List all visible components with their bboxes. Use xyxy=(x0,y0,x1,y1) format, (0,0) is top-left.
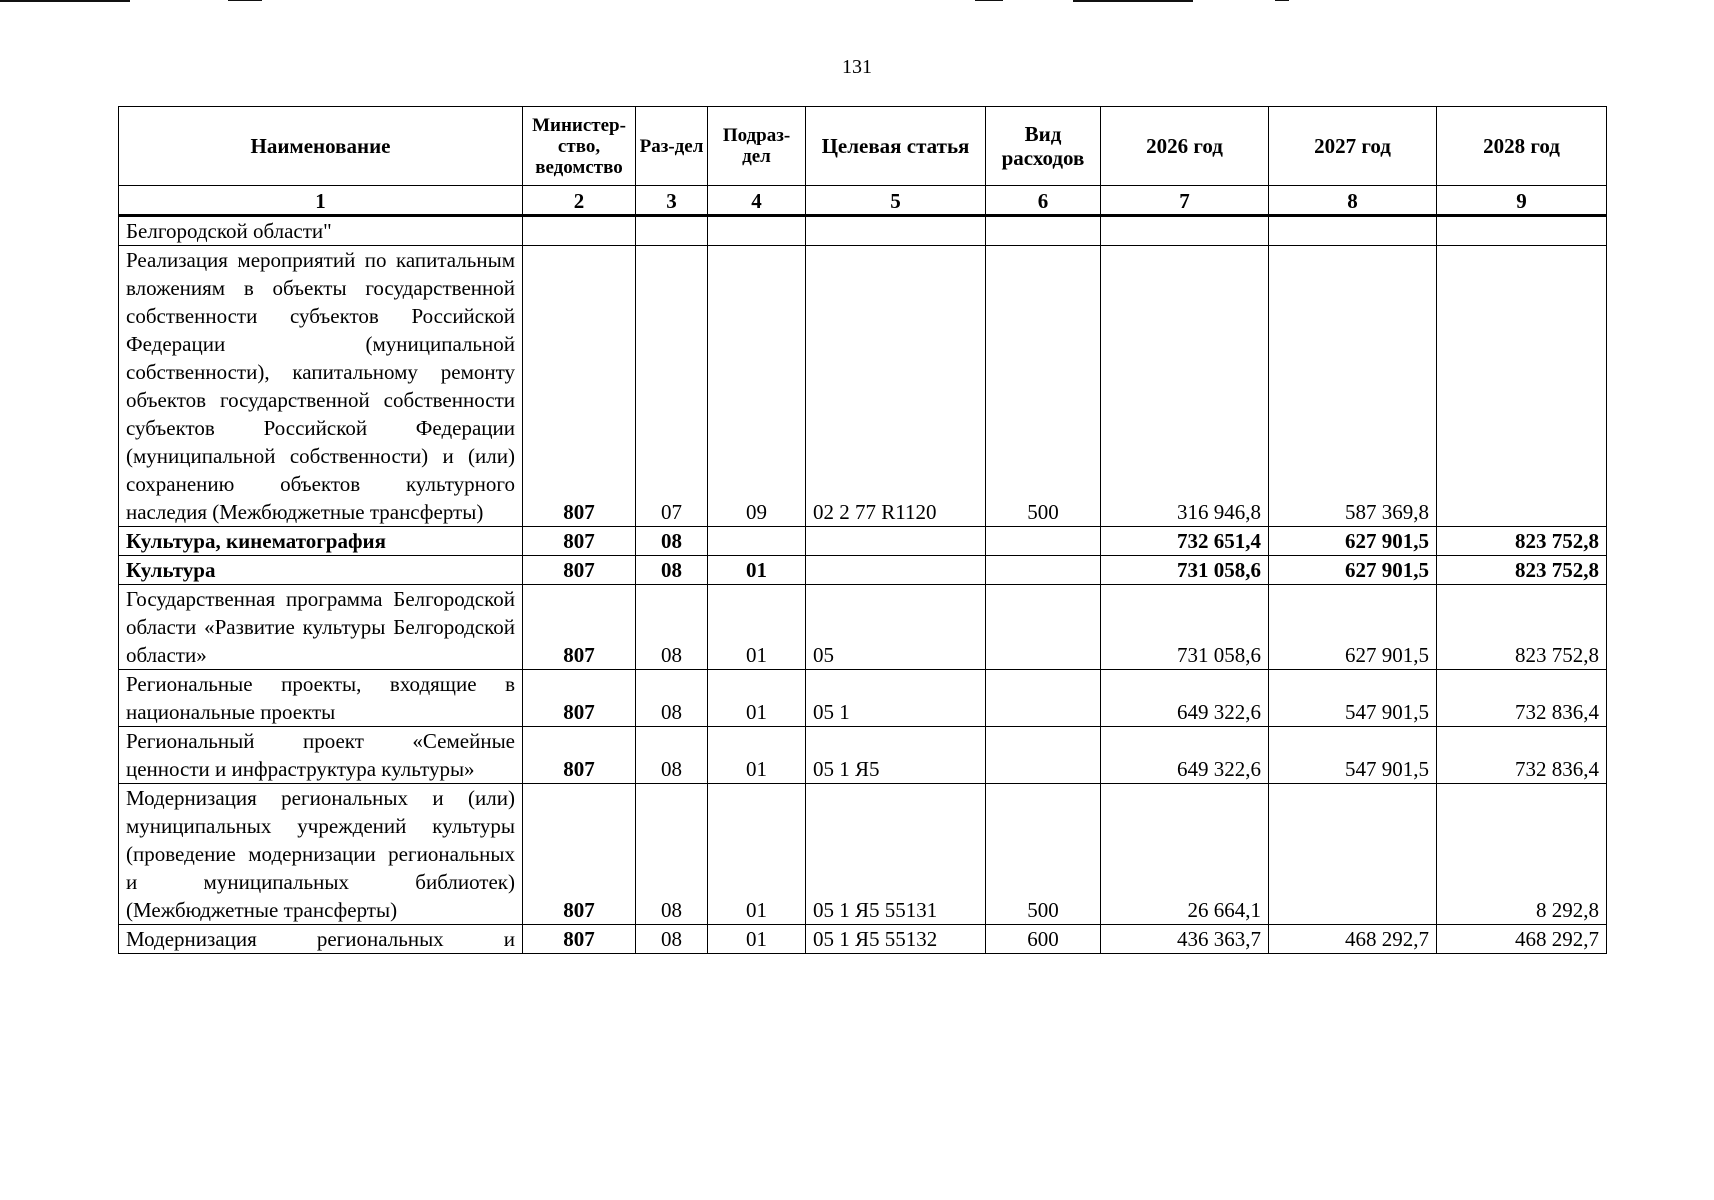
row-section: 08 xyxy=(636,925,708,954)
row-2027: 627 901,5 xyxy=(1269,527,1437,556)
row-ministry: 807 xyxy=(523,246,636,527)
row-subsection: 01 xyxy=(708,925,806,954)
header-section: Раз-дел xyxy=(636,107,708,186)
table-row xyxy=(119,216,1607,246)
row-name: Культура xyxy=(119,556,523,585)
row-ministry: 807 xyxy=(523,784,636,925)
row-section xyxy=(636,216,708,246)
row-expense-type xyxy=(986,585,1101,670)
row-subsection: 01 xyxy=(708,784,806,925)
row-section: 08 xyxy=(636,670,708,727)
row-expense-type xyxy=(986,727,1101,784)
row-section: 08 xyxy=(636,556,708,585)
row-target xyxy=(806,216,986,246)
row-target xyxy=(806,556,986,585)
table-row xyxy=(119,246,1607,527)
row-name: Региональные проекты, входящие в национальные проекты xyxy=(119,670,523,727)
row-name: Белгородской области" xyxy=(119,216,523,246)
row-ministry xyxy=(523,216,636,246)
scan-edge-line xyxy=(1275,0,1289,1)
table-row xyxy=(119,925,1607,954)
row-2028: 732 836,4 xyxy=(1437,670,1607,727)
row-2028 xyxy=(1437,246,1607,527)
row-ministry: 807 xyxy=(523,670,636,727)
row-expense-type: 500 xyxy=(986,784,1101,925)
row-target xyxy=(806,527,986,556)
row-section: 08 xyxy=(636,727,708,784)
row-2026: 731 058,6 xyxy=(1101,556,1269,585)
row-2027: 627 901,5 xyxy=(1269,585,1437,670)
row-name: Региональный проект «Семейные ценности и инфраструктура культуры» xyxy=(119,727,523,784)
row-ministry: 807 xyxy=(523,527,636,556)
row-name: Государственная программа Белгородской области «Развитие культуры Белгородской области» xyxy=(119,585,523,670)
column-number: 7 xyxy=(1101,186,1269,216)
header-name: Наименование xyxy=(119,107,523,186)
header-2026: 2026 год xyxy=(1101,107,1269,186)
row-subsection: 01 xyxy=(708,556,806,585)
row-ministry: 807 xyxy=(523,585,636,670)
header-target: Целевая статья xyxy=(806,107,986,186)
row-2028: 732 836,4 xyxy=(1437,727,1607,784)
column-number: 2 xyxy=(523,186,636,216)
row-expense-type xyxy=(986,670,1101,727)
row-target: 05 1 xyxy=(806,670,986,727)
row-target: 05 xyxy=(806,585,986,670)
header-subsection: Подраз-дел xyxy=(708,107,806,186)
column-number: 8 xyxy=(1269,186,1437,216)
row-expense-type xyxy=(986,556,1101,585)
header-row xyxy=(119,107,1607,186)
row-2026: 649 322,6 xyxy=(1101,727,1269,784)
row-subsection xyxy=(708,527,806,556)
row-section: 08 xyxy=(636,784,708,925)
row-section: 08 xyxy=(636,527,708,556)
scan-edge-line xyxy=(975,0,1003,1)
page-number: 131 xyxy=(842,56,872,78)
row-2027 xyxy=(1269,216,1437,246)
row-target: 05 1 Я5 xyxy=(806,727,986,784)
header-ministry: Министер-ство, ведомство xyxy=(523,107,636,186)
row-2028: 8 292,8 xyxy=(1437,784,1607,925)
header-2028: 2028 год xyxy=(1437,107,1607,186)
scan-edge-line xyxy=(228,0,262,1)
row-2027: 547 901,5 xyxy=(1269,727,1437,784)
row-2028 xyxy=(1437,216,1607,246)
column-number: 5 xyxy=(806,186,986,216)
row-2026: 649 322,6 xyxy=(1101,670,1269,727)
row-expense-type: 600 xyxy=(986,925,1101,954)
row-2027: 468 292,7 xyxy=(1269,925,1437,954)
row-subsection: 01 xyxy=(708,585,806,670)
row-target: 02 2 77 R1120 xyxy=(806,246,986,527)
row-target: 05 1 Я5 55132 xyxy=(806,925,986,954)
row-2028: 823 752,8 xyxy=(1437,527,1607,556)
row-expense-type xyxy=(986,216,1101,246)
row-2026: 316 946,8 xyxy=(1101,246,1269,527)
row-ministry: 807 xyxy=(523,925,636,954)
row-subsection xyxy=(708,216,806,246)
row-expense-type xyxy=(986,527,1101,556)
column-number: 1 xyxy=(119,186,523,216)
scan-edge-line xyxy=(1073,0,1193,2)
table-row xyxy=(119,527,1607,556)
scan-edge-line xyxy=(0,0,130,2)
row-subsection: 01 xyxy=(708,670,806,727)
header-expense-type: Вид расходов xyxy=(986,107,1101,186)
row-name: Реализация мероприятий по капитальным вложениям в объекты государственной собственности субъектов Российской Федерации (муниципальной собственности), капитальному ремонту объектов государственной собственности субъектов Российской Федерации (муниципальной собственности) и (или) сохранению объектов культурного наследия (Межбюджетные трансферты) xyxy=(119,246,523,527)
row-section: 07 xyxy=(636,246,708,527)
row-ministry: 807 xyxy=(523,556,636,585)
row-2027: 587 369,8 xyxy=(1269,246,1437,527)
row-2026 xyxy=(1101,216,1269,246)
budget-table xyxy=(118,106,1607,954)
column-number: 6 xyxy=(986,186,1101,216)
row-name: Культура, кинематография xyxy=(119,527,523,556)
row-2027 xyxy=(1269,784,1437,925)
table-row xyxy=(119,556,1607,585)
row-2028: 823 752,8 xyxy=(1437,556,1607,585)
table-row xyxy=(119,727,1607,784)
row-ministry: 807 xyxy=(523,727,636,784)
row-2026: 436 363,7 xyxy=(1101,925,1269,954)
row-2027: 547 901,5 xyxy=(1269,670,1437,727)
column-number: 3 xyxy=(636,186,708,216)
column-number: 9 xyxy=(1437,186,1607,216)
row-2026: 731 058,6 xyxy=(1101,585,1269,670)
row-section: 08 xyxy=(636,585,708,670)
row-2026: 732 651,4 xyxy=(1101,527,1269,556)
table-row xyxy=(119,585,1607,670)
row-name: Модернизация региональных и (или) муниципальных учреждений культуры (проведение модернизации региональных и муниципальных библиотек) (Межбюджетные трансферты) xyxy=(119,784,523,925)
row-expense-type: 500 xyxy=(986,246,1101,527)
row-name: Модернизация региональных и xyxy=(119,925,523,954)
row-subsection: 01 xyxy=(708,727,806,784)
column-number-row xyxy=(119,186,1607,216)
row-target: 05 1 Я5 55131 xyxy=(806,784,986,925)
row-2028: 468 292,7 xyxy=(1437,925,1607,954)
row-2028: 823 752,8 xyxy=(1437,585,1607,670)
table-row xyxy=(119,784,1607,925)
row-2026: 26 664,1 xyxy=(1101,784,1269,925)
table-row xyxy=(119,670,1607,727)
row-2027: 627 901,5 xyxy=(1269,556,1437,585)
column-number: 4 xyxy=(708,186,806,216)
row-subsection: 09 xyxy=(708,246,806,527)
header-2027: 2027 год xyxy=(1269,107,1437,186)
